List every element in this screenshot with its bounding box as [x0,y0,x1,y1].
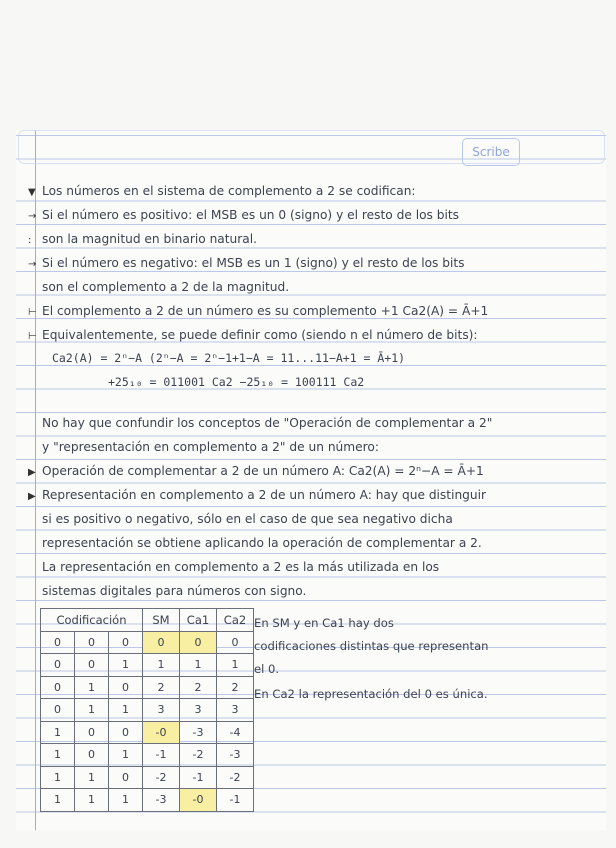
sm-cell: 2 [143,676,180,699]
bit-cell: 0 [109,721,143,744]
bit-cell: 0 [41,654,75,677]
table-row [41,766,254,789]
example-line: +25₁₀ = 011001 Ca2 −25₁₀ = 100111 Ca2 [108,375,365,389]
sm-cell: -3 [143,789,180,812]
header-tag: Scribe [462,138,520,166]
ca2-cell: 3 [217,699,254,722]
table-row [41,631,254,654]
para2-line-2: y "representación en complemento a 2" de un número: [42,440,379,454]
bit-cell: 1 [75,699,109,722]
para2-line-3: ▶ Operación de complementar a 2 de un número A: Ca2(A) = 2ⁿ−A = Ā+1 [28,464,484,478]
ca1-cell: -2 [180,744,217,767]
ca1-cell: 1 [180,654,217,677]
side-note-3: el 0. [254,662,280,676]
bit-cell: 0 [109,676,143,699]
note-line-7: ⊢ Equivalentemente, se puede definir como (siendo n el número de bits): [28,328,478,342]
bit-cell: 1 [109,744,143,767]
para2-line-4: ▶ Representación en complemento a 2 de un número A: hay que distinguir [28,488,487,502]
bit-cell: 1 [75,766,109,789]
ca2-cell: 2 [217,676,254,699]
table-header-row [41,609,254,632]
para2-line-5: si es positivo o negativo, sólo en el caso de que sea negativo dicha [42,512,453,526]
sm-cell: 3 [143,699,180,722]
ca1-cell: 3 [180,699,217,722]
ca2-cell: 1 [217,654,254,677]
bit-cell: 0 [109,631,143,654]
ca2-cell: -3 [217,744,254,767]
table-row [41,721,254,744]
bit-cell: 1 [109,699,143,722]
header-sm: SM [143,609,180,632]
sm-cell: -1 [143,744,180,767]
ca1-cell: -3 [180,721,217,744]
side-note-1: En SM y en Ca1 hay dos [254,616,394,630]
side-note-2: codificaciones distintas que representan [254,639,489,653]
note-line-4: → Si el número es negativo: el MSB es un 1 (signo) y el resto de los bits [28,256,465,270]
side-note-4: En Ca2 la representación del 0 es única. [254,687,488,701]
table-row [41,654,254,677]
bit-cell: 1 [109,789,143,812]
bit-cell: 0 [75,721,109,744]
ca1-cell: -0 [180,789,217,812]
bit-cell: 1 [41,789,75,812]
sm-cell: -2 [143,766,180,789]
header-codificacion: Codificación [41,609,143,632]
header-ca1: Ca1 [180,609,217,632]
bit-cell: 1 [41,766,75,789]
ca1-cell: 0 [180,631,217,654]
note-line-6: ⊢ El complemento a 2 de un número es su complemento +1 Ca2(A) = Ā+1 [28,304,489,318]
sm-cell: -0 [143,721,180,744]
ca2-cell: -4 [217,721,254,744]
table-row [41,789,254,812]
note-line-1: ▼ Los números en el sistema de complemento a 2 se codifican: [28,184,416,198]
ca1-cell: 2 [180,676,217,699]
note-line-5: son el complemento a 2 de la magnitud. [42,280,290,294]
bit-cell: 0 [75,654,109,677]
bit-cell: 0 [75,631,109,654]
bit-cell: 1 [41,744,75,767]
header-ca2: Ca2 [217,609,254,632]
para2-line-8: sistemas digitales para números con signo. [42,584,307,598]
bit-cell: 0 [41,676,75,699]
sm-cell: 1 [143,654,180,677]
ca2-cell: 0 [217,631,254,654]
note-line-3: : son la magnitud en binario natural. [28,232,258,246]
bit-cell: 1 [75,789,109,812]
bit-cell: 1 [41,721,75,744]
table-row [41,744,254,767]
bit-cell: 0 [75,744,109,767]
para2-line-1: No hay que confundir los conceptos de "Operación de complementar a 2" [42,416,493,430]
ca2-cell: -2 [217,766,254,789]
bit-cell: 0 [109,766,143,789]
ca2-cell: -1 [217,789,254,812]
para2-line-6: representación se obtiene aplicando la operación de complementar a 2. [42,536,482,550]
bit-cell: 0 [41,631,75,654]
ca1-cell: -1 [180,766,217,789]
bit-cell: 1 [109,654,143,677]
table-row [41,699,254,722]
bit-cell: 1 [75,676,109,699]
formula-line: Ca2(A) = 2ⁿ−A (2ⁿ−A = 2ⁿ−1+1−A = 11...11−A+1 = Ā+1) [52,351,406,365]
sm-cell: 0 [143,631,180,654]
bit-cell: 0 [41,699,75,722]
para2-line-7: La representación en complemento a 2 es la más utilizada en los [42,560,440,574]
table-row [41,676,254,699]
note-line-2: → Si el número es positivo: el MSB es un 0 (signo) y el resto de los bits [28,208,460,222]
codification-table [40,608,254,812]
